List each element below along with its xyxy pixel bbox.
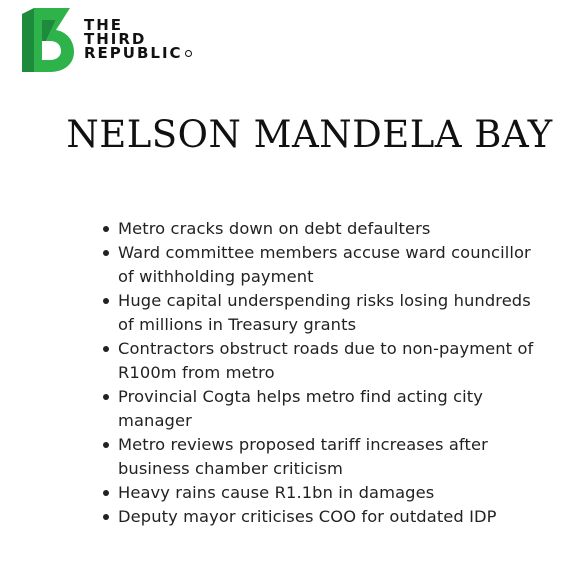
logo-line-third: THIRD bbox=[84, 30, 147, 48]
logo-line-republic: REPUBLIC bbox=[84, 46, 192, 60]
bullet-icon bbox=[103, 226, 109, 232]
bullet-icon bbox=[103, 250, 109, 256]
page-title: NELSON MANDELA BAY bbox=[66, 113, 553, 156]
list-item: Deputy mayor criticises COO for outdated IDP bbox=[100, 505, 540, 529]
registered-mark-icon bbox=[185, 50, 192, 57]
bullet-icon bbox=[103, 394, 109, 400]
bullet-icon bbox=[103, 442, 109, 448]
list-item: Ward committee members accuse ward councillor of withholding payment bbox=[100, 241, 540, 289]
logo-line-the: THE bbox=[84, 16, 124, 34]
logo-13-icon bbox=[20, 6, 76, 74]
bullet-icon bbox=[103, 490, 109, 496]
list-item: Contractors obstruct roads due to non-payment of R100m from metro bbox=[100, 337, 540, 385]
list-item: Metro reviews proposed tariff increases after business chamber criticism bbox=[100, 433, 540, 481]
list-item: Metro cracks down on debt defaulters bbox=[100, 217, 540, 241]
bullet-icon bbox=[103, 514, 109, 520]
list-item: Huge capital underspending risks losing hundreds of millions in Treasury grants bbox=[100, 289, 540, 337]
brand-logo bbox=[20, 6, 192, 74]
list-item: Heavy rains cause R1.1bn in damages bbox=[100, 481, 540, 505]
bullet-icon bbox=[103, 298, 109, 304]
list-item: Provincial Cogta helps metro find acting city manager bbox=[100, 385, 540, 433]
logo-wordmark bbox=[84, 18, 192, 60]
bullet-icon bbox=[103, 346, 109, 352]
headline-list bbox=[100, 217, 540, 529]
